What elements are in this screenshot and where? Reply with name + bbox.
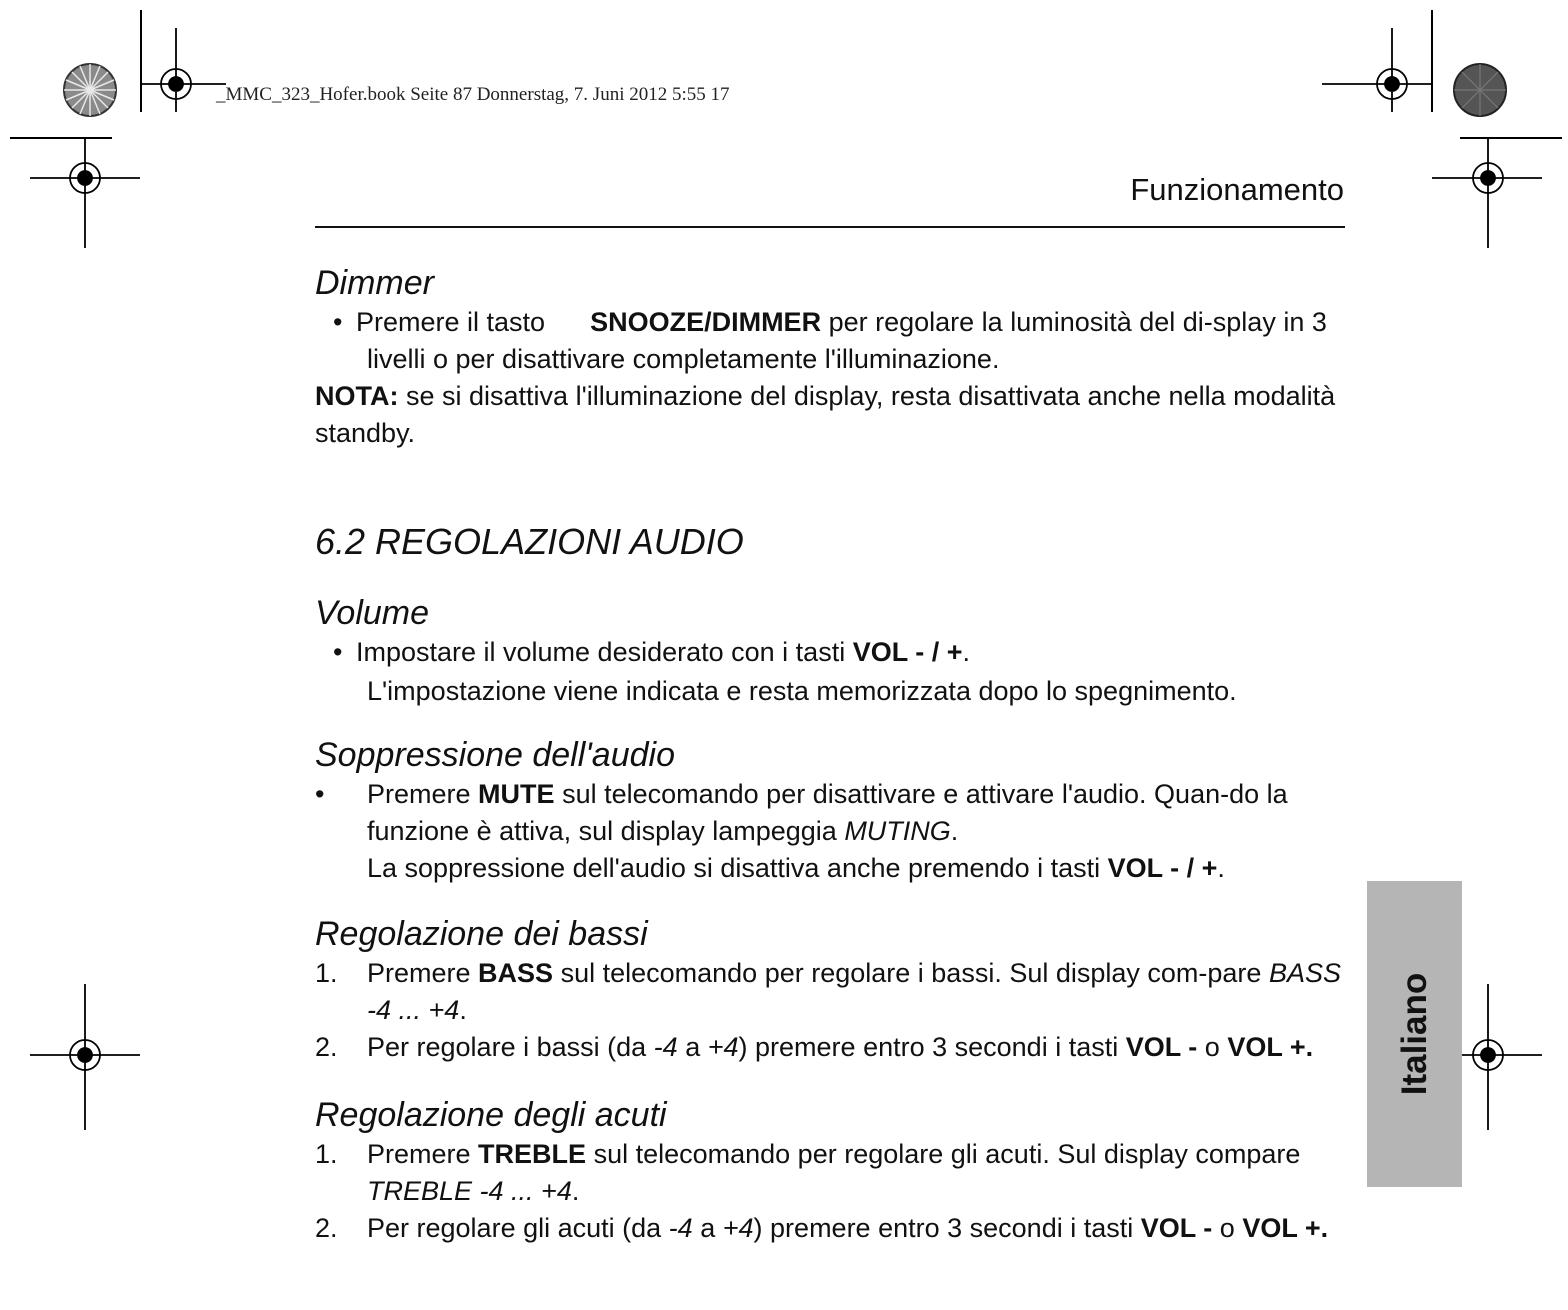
- treble-s2-a: a: [700, 1213, 716, 1243]
- treble-vol-minus: VOL -: [1140, 1213, 1213, 1243]
- bullet-mark: •: [315, 779, 325, 809]
- volume-bullet: [315, 634, 1355, 671]
- crosshair-top-right: [1322, 28, 1432, 112]
- dimmer-text-pre: Premere il tasto: [355, 307, 546, 337]
- treble-vol-plus: VOL +.: [1242, 1213, 1329, 1243]
- bass-min: -4: [653, 1032, 678, 1062]
- treble-step-1: [315, 1136, 1355, 1210]
- nota-text: se si disattiva l'illuminazione del display, resta disattivata anche nella modalità standby.: [315, 381, 1336, 448]
- crosshair-left-lower: [30, 984, 140, 1130]
- mute-display-text: MUTING: [844, 816, 951, 846]
- crosshair-right-upper: [1432, 138, 1542, 248]
- treble-step-2: [315, 1210, 1355, 1247]
- bullet-mark: •: [333, 637, 349, 667]
- bass-s2-pre: Per regolare i bassi (da: [367, 1032, 647, 1062]
- nota-label: NOTA:: [315, 381, 399, 411]
- treble-max: +4: [722, 1213, 754, 1243]
- dimmer-note: [315, 378, 1355, 452]
- bass-display-text: BASS -4 ... +4: [367, 958, 1341, 1025]
- mute-line2-key: VOL - / +: [1107, 853, 1218, 883]
- crosshair-top-left: [140, 28, 226, 112]
- dimmer-key: SNOOZE/DIMMER: [590, 307, 822, 337]
- treble-s1-mid: sul telecomando per regolare gli acuti. Sul display compare: [593, 1139, 1301, 1169]
- crosshair-left-upper: [30, 138, 140, 248]
- registration-disc-left: [64, 64, 116, 116]
- bass-vol-plus: VOL +.: [1227, 1032, 1314, 1062]
- volume-text-pre: Impostare il volume desiderato con i tasti: [355, 637, 846, 667]
- bass-step-2: [315, 1029, 1355, 1066]
- mute-key: MUTE: [478, 779, 555, 809]
- bass-max: +4: [707, 1032, 739, 1062]
- bass-heading: Regolazione dei bassi: [315, 915, 648, 953]
- treble-s1-pre: Premere: [367, 1139, 471, 1169]
- step-number: 2.: [315, 1213, 338, 1243]
- bullet-mark: •: [333, 307, 349, 337]
- mute-line2-pre: La soppressione dell'audio si disattiva anche premendo i tasti: [367, 853, 1101, 883]
- treble-min: -4: [668, 1213, 693, 1243]
- mute-line2-post: .: [1217, 853, 1225, 883]
- bass-key: BASS: [478, 958, 554, 988]
- mute-bullet: [315, 776, 1355, 850]
- language-tab: [1367, 881, 1462, 1187]
- print-slug: _MMC_323_Hofer.book Seite 87 Donnerstag, 7. Juni 2012 5:55 17: [216, 84, 730, 105]
- mute-heading: Soppressione dell'audio: [315, 736, 675, 774]
- mute-text-post: .: [950, 816, 959, 846]
- treble-s2-pre: Per regolare gli acuti (da: [367, 1213, 662, 1243]
- page-header-title: Funzionamento: [1130, 172, 1344, 207]
- mute-text-mid: sul telecomando per disattivare e attivare l'audio. Quan-do la funzione è attiva, sul display lampeggia: [367, 779, 1288, 846]
- treble-key: TREBLE: [478, 1139, 587, 1169]
- step-number: 1.: [315, 958, 338, 988]
- dimmer-text-post: per regolare la luminosità del di-splay in 3 livelli o per disattivare completamente l'illuminazione.: [367, 307, 1327, 374]
- bass-s1-post: .: [459, 995, 467, 1025]
- bass-s2-mid: ) premere entro 3 secondi i tasti: [738, 1032, 1119, 1062]
- bass-s2-o: o: [1204, 1032, 1220, 1062]
- treble-s2-o: o: [1219, 1213, 1235, 1243]
- treble-display-text: TREBLE -4 ... +4: [367, 1176, 572, 1206]
- bass-s1-pre: Premere: [367, 958, 471, 988]
- dimmer-heading: Dimmer: [315, 264, 434, 302]
- header-rule: [315, 226, 1345, 228]
- volume-text-post: .: [962, 637, 971, 667]
- bass-vol-minus: VOL -: [1125, 1032, 1198, 1062]
- treble-heading: Regolazione degli acuti: [315, 1096, 667, 1134]
- volume-key: VOL - / +: [852, 637, 963, 667]
- page-content: [315, 262, 1355, 1247]
- mute-line2: [315, 850, 1355, 887]
- treble-s2-mid: ) premere entro 3 secondi i tasti: [753, 1213, 1134, 1243]
- treble-s1-post: .: [571, 1176, 580, 1206]
- step-number: 2.: [315, 1032, 338, 1062]
- dimmer-bullet: [315, 304, 1355, 378]
- bass-step-1: [315, 955, 1355, 1029]
- volume-line2: L'impostazione viene indicata e resta memorizzata dopo lo spegnimento.: [367, 676, 1237, 706]
- section-heading: 6.2 REGOLAZIONI AUDIO: [315, 521, 744, 562]
- bass-s1-mid: sul telecomando per regolare i bassi. Sul display com-pare: [560, 958, 1262, 988]
- volume-heading: Volume: [315, 594, 430, 632]
- language-tab-label: Italiano: [1394, 972, 1434, 1096]
- registration-disc-right: [1454, 64, 1506, 116]
- step-number: 1.: [315, 1139, 338, 1169]
- mute-text-pre: Premere: [367, 779, 471, 809]
- bass-s2-a: a: [685, 1032, 701, 1062]
